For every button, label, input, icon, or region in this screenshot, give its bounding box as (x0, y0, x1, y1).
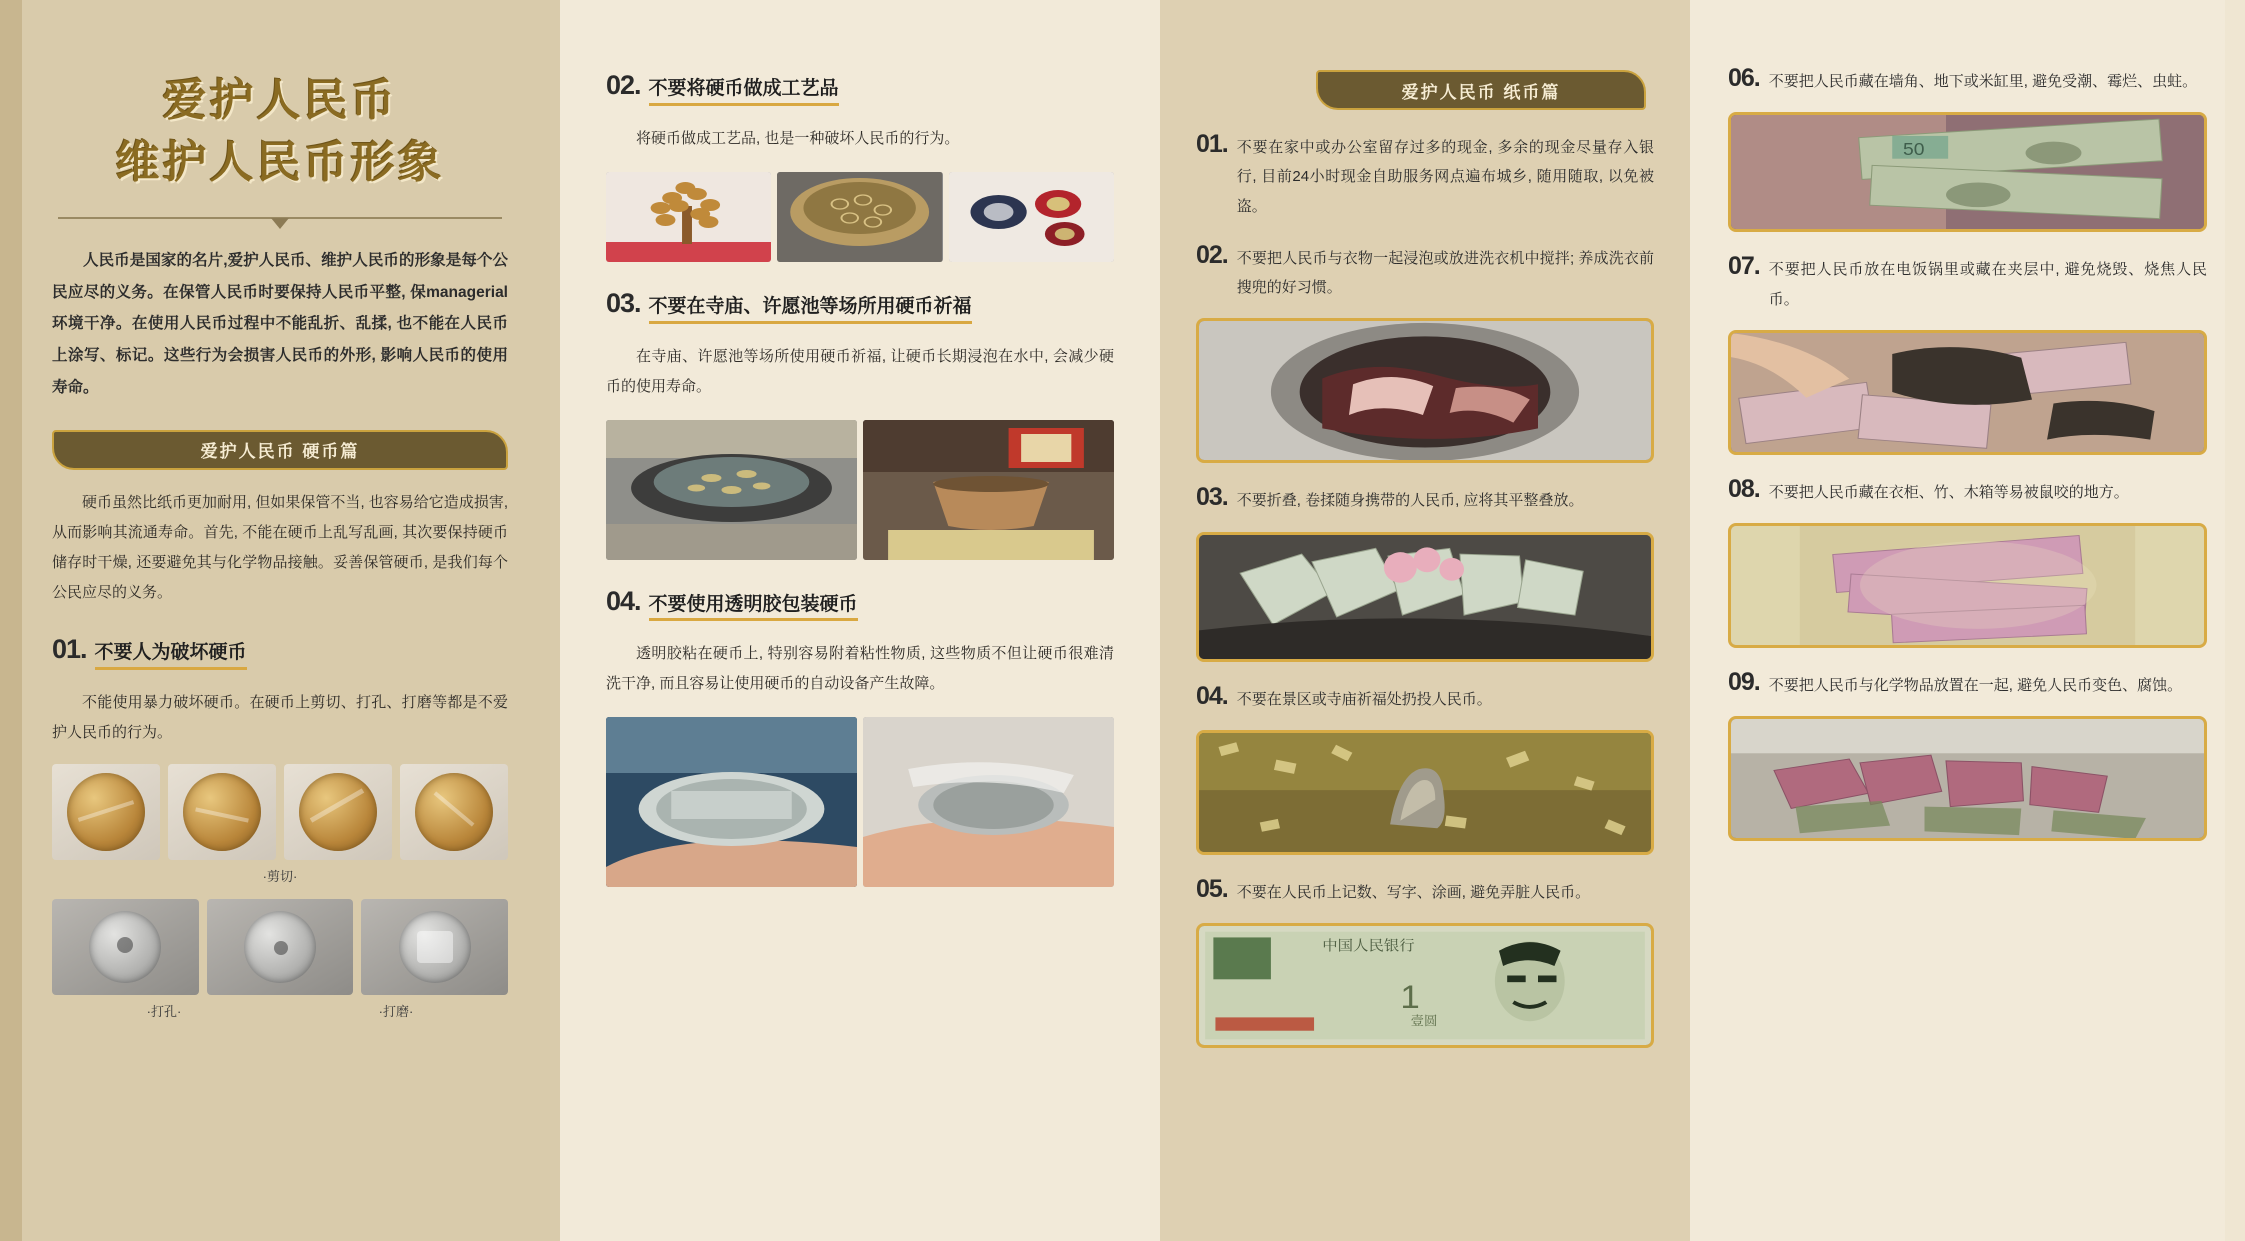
coin-caption-grind: ·打磨· (378, 1003, 414, 1019)
chemical-damage-image (1731, 719, 2204, 838)
coin-tree-photo (606, 172, 771, 262)
coin-image (89, 911, 161, 983)
note-item-04 (1196, 682, 1654, 714)
burnt-notes-image (1731, 333, 2204, 452)
tape-coin-photo-2 (863, 717, 1114, 887)
note-item-05-number: 05. (1196, 874, 1228, 903)
triangle-icon (271, 218, 289, 229)
title-divider (58, 217, 502, 219)
coin-photo (52, 899, 199, 995)
coin-item-01-body: 不能使用暴力破坏硬币。在硬币上剪切、打孔、打磨等都是不爱护人民币的行为。 (52, 693, 508, 741)
coin-item-04-body: 透明胶粘在硬币上, 特别容易附着粘性物质, 这些物质不但让硬币很难清洗干净, 而且容易让使用硬币的自动设备产生故障。 (606, 645, 1114, 693)
svg-text:1: 1 (1400, 979, 1420, 1016)
title-line-1: 爱护人民币 (162, 76, 398, 125)
note-item-05-text: 不要在人民币上记数、写字、涂画, 避免弄脏人民币。 (1236, 883, 1591, 901)
coin-photo (168, 764, 276, 860)
coin-item-02-title: 不要将硬币做成工艺品 (649, 78, 839, 106)
moldy-notes-image (1731, 115, 2204, 229)
tape-coin-photo-1 (606, 717, 857, 887)
note-item-09-text: 不要把人民币与化学物品放置在一起, 避免人民币变色、腐蚀。 (1768, 677, 2183, 694)
washing-machine-image (1199, 321, 1651, 460)
coin-image (67, 773, 145, 851)
tape-coin-image-1 (606, 717, 857, 887)
coin-image (299, 773, 377, 851)
scribbled-note-image (1199, 926, 1651, 1045)
stone-basin-photo (606, 420, 857, 560)
note-item-03-text: 不要折叠, 卷揉随身携带的人民币, 应将其平整叠放。 (1236, 492, 1584, 510)
poster-intro-text: 人民币是国家的名片,爱护人民币、维护人民币的形象是每个公民应尽的义务。在保管人民币时要保持人民币平整, 保managerial环境干净。在使用人民币过程中不能乱折、乱揉, 也不能在人民币上涂写、标记。这些行为会损害人民币的外形, 影响人民币的使用寿命。 (52, 251, 508, 396)
coin-item-03-number: 03. (606, 287, 641, 318)
coin-image (183, 773, 261, 851)
coin-cut-mark (195, 807, 249, 822)
stone-basin-image (606, 420, 857, 560)
note-item-09 (1728, 668, 2207, 700)
chemical-damage-photo (1728, 716, 2207, 841)
note-item-06-number: 06. (1728, 64, 1760, 92)
coin-photo (207, 899, 354, 995)
note-item-09-number: 09. (1728, 668, 1760, 696)
coin-item-02-body: 将硬币做成工艺品, 也是一种破坏人民币的行为。 (636, 129, 960, 147)
note-item-08-number: 08. (1728, 474, 1760, 503)
coin-caption-cut: ·剪切· (262, 868, 298, 884)
coin-cut-mark (310, 788, 364, 822)
coin-image (399, 911, 471, 983)
coin-section-intro: 硬币虽然比纸币更加耐用, 但如果保管不当, 也容易给它造成损害, 从而影响其流通寿命。首先, 不能在硬币上乱写乱画, 其次要保持硬币储存时干燥, 还要避免其与化学物品接触。妥善保管硬币, 是我们每个公民应尽的义务。 (52, 493, 508, 601)
coin-item-04-title: 不要使用透明胶包装硬币 (649, 594, 858, 622)
note-item-01-text: 不要在家中或办公室留存过多的现金, 多余的现金尽量存入银行, 目前24小时现金自助服务网点遍布城乡, 随用随取, 以免被盗。 (1236, 139, 1654, 215)
note-item-02-text: 不要把人民币与衣物一起浸泡或放进洗衣机中搅拌; 养成洗衣前搜兜的好习惯。 (1236, 249, 1654, 296)
burnt-notes-photo (1728, 330, 2207, 455)
note-item-08-text: 不要把人民币藏在衣柜、竹、木箱等易被鼠咬的地方。 (1768, 483, 2129, 501)
coin-photo (361, 899, 508, 995)
coin-knot-photo (949, 172, 1114, 262)
coin-item-01-heading (52, 634, 508, 670)
coin-grind-mark (417, 931, 453, 963)
coin-photo (400, 764, 508, 860)
column-coin-items (560, 0, 1160, 1241)
coin-photos-punch-grind (52, 899, 508, 995)
svg-text:壹圆: 壹圆 (1410, 1013, 1438, 1028)
bitten-notes-photo (1728, 523, 2207, 648)
coin-item-01-number: 01. (52, 633, 87, 664)
folded-notes-image (1199, 535, 1651, 659)
column-coin-intro (0, 0, 560, 1241)
coin-craft-photos (606, 172, 1114, 262)
coin-item-03-body: 在寺庙、许愿池等场所使用硬币祈福, 让硬币长期浸泡在水中, 会减少硬币的使用寿命。 (606, 347, 1114, 395)
tape-coin-image-2 (863, 717, 1114, 887)
coin-section-banner: 爱护人民币 硬币篇 (52, 430, 508, 470)
coin-hole (274, 941, 288, 955)
coin-bowl-image (777, 172, 942, 262)
note-item-02 (1196, 241, 1654, 303)
note-item-07-number: 07. (1728, 252, 1760, 281)
note-item-01-number: 01. (1196, 130, 1228, 158)
note-item-02-number: 02. (1196, 240, 1228, 269)
coin-tape-photos (606, 717, 1114, 887)
washing-machine-photo (1196, 318, 1654, 463)
note-item-06-text: 不要把人民币藏在墙角、地下或米缸里, 避免受潮、霉烂、虫蛀。 (1768, 73, 2198, 90)
wishing-pot-photo (863, 420, 1114, 560)
coin-bowl-photo (777, 172, 942, 262)
note-item-04-number: 04. (1196, 681, 1228, 710)
title-line-2: 维护人民币形象 (115, 138, 445, 188)
note-item-06 (1728, 64, 2207, 96)
note-item-03-number: 03. (1196, 483, 1228, 512)
coin-temple-photos (606, 420, 1114, 560)
column-note-items-left (1160, 0, 1690, 1241)
coin-photo (284, 764, 392, 860)
note-item-03 (1196, 483, 1654, 515)
scenic-throw-image (1199, 733, 1651, 852)
note-item-05 (1196, 875, 1654, 907)
coin-item-02-number: 02. (606, 70, 641, 100)
coin-item-03-heading (606, 288, 1114, 324)
coin-captions (52, 995, 508, 1020)
coin-photo (52, 764, 160, 860)
coin-photos-cut (52, 764, 508, 860)
note-item-07-text: 不要把人民币放在电饭锅里或藏在夹层中, 避免烧毁、烧焦人民币。 (1768, 261, 2207, 308)
bitten-notes-image (1731, 526, 2204, 645)
svg-text:50: 50 (1903, 139, 1925, 159)
note-item-08 (1728, 475, 2207, 507)
moldy-notes-photo (1728, 112, 2207, 232)
scenic-throw-photo (1196, 730, 1654, 855)
coin-image (244, 911, 316, 983)
poster-title (52, 70, 508, 195)
coin-item-04-heading (606, 586, 1114, 622)
note-item-01 (1196, 130, 1654, 221)
coin-item-01-title: 不要人为破坏硬币 (95, 642, 247, 670)
coin-item-03-title: 不要在寺庙、许愿池等场所用硬币祈福 (649, 296, 972, 324)
note-section-banner: 爱护人民币 纸币篇 (1316, 70, 1646, 110)
coin-caption-punch: ·打孔· (146, 1003, 182, 1019)
page-right-edge (2225, 0, 2245, 1241)
coin-tree-image (606, 172, 771, 262)
folded-notes-photo (1196, 532, 1654, 662)
coin-item-04-number: 04. (606, 585, 641, 616)
coin-cut-mark (434, 791, 475, 826)
coin-image (415, 773, 493, 851)
note-item-07 (1728, 252, 2207, 314)
svg-text:中国人民银行: 中国人民银行 (1322, 939, 1415, 955)
scribbled-note-photo (1196, 923, 1654, 1048)
coin-knot-image (949, 172, 1114, 262)
wishing-pot-image (863, 420, 1114, 560)
coin-hole (117, 937, 133, 953)
note-item-04-text: 不要在景区或寺庙祈福处扔投人民币。 (1236, 690, 1492, 708)
coin-cut-mark (78, 800, 134, 822)
column-note-items-right (1690, 0, 2245, 1241)
page-left-edge (0, 0, 22, 1241)
coin-item-02-heading (606, 70, 1114, 106)
